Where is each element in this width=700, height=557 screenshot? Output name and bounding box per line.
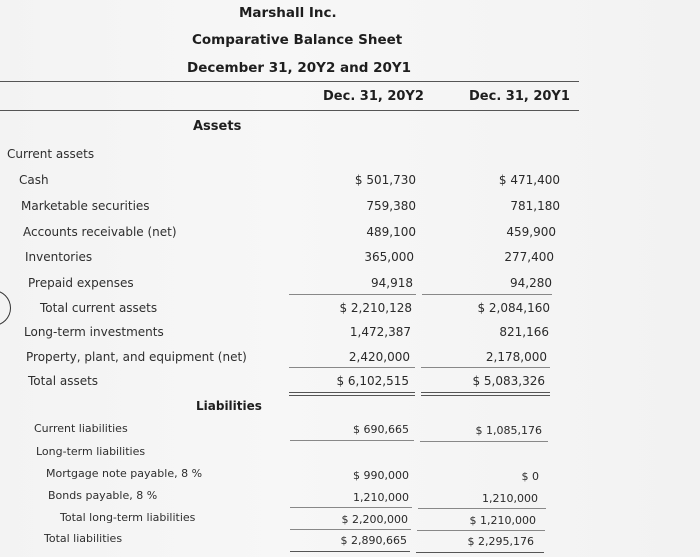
mortgage-note-20y1: $ 0	[521, 470, 539, 483]
marketable-securities-20y2: 759,380	[366, 199, 416, 213]
header-bottom-rule	[0, 110, 579, 111]
row-label-total-long-term-liabilities: Total long-term liabilities	[60, 511, 196, 524]
long-term-subtotal-rule-20y1	[418, 508, 546, 509]
assets-double-rule-b-20y2	[289, 395, 415, 396]
total-long-term-liabilities-20y2: $ 2,200,000	[341, 513, 408, 526]
assets-double-rule-a-20y1	[421, 392, 550, 393]
mortgage-note-20y2: $ 990,000	[353, 469, 409, 482]
current-liabilities-20y1: $ 1,085,176	[475, 424, 542, 437]
assets-double-rule-a-20y2	[289, 392, 415, 393]
inventories-20y1: 277,400	[504, 250, 554, 264]
current-liabilities-rule-20y1	[420, 441, 548, 442]
row-label-total-liabilities: Total liabilities	[44, 532, 123, 545]
long-term-liabilities-label: Long-term liabilities	[36, 445, 146, 458]
current-liabilities-20y2: $ 690,665	[353, 423, 409, 436]
cash-20y1: $ 471,400	[498, 173, 560, 187]
company-name: Marshall Inc.	[239, 5, 337, 21]
long-term-investments-20y2: 1,472,387	[349, 325, 411, 339]
accounts-receivable-20y2: 489,100	[366, 225, 416, 239]
assets-double-rule-b-20y1	[421, 395, 550, 396]
row-label-cash: Cash	[19, 173, 49, 187]
edge-bracket-mark	[0, 290, 11, 326]
ppe-20y1: 2,178,000	[485, 350, 547, 364]
row-label-prepaid-expenses: Prepaid expenses	[28, 276, 134, 290]
liabilities-heading: Liabilities	[196, 399, 262, 413]
accounts-receivable-20y1: 459,900	[506, 225, 556, 239]
assets-total-rule-20y2	[289, 367, 415, 368]
total-current-assets-20y1: $ 2,084,160	[477, 301, 550, 315]
long-term-investments-20y1: 821,166	[499, 325, 549, 339]
prepaid-expenses-20y2: 94,918	[371, 276, 413, 290]
long-term-subtotal-rule-20y2	[290, 507, 412, 508]
row-label-marketable-securities: Marketable securities	[21, 199, 150, 213]
row-label-total-assets: Total assets	[28, 374, 99, 388]
current-liabilities-rule-20y2	[290, 440, 414, 441]
assets-total-rule-20y1	[421, 367, 550, 368]
header-top-rule	[0, 81, 579, 82]
current-assets-label: Current assets	[7, 147, 95, 161]
row-label-inventories: Inventories	[25, 250, 93, 264]
row-label-accounts-receivable: Accounts receivable (net)	[23, 225, 177, 239]
ppe-20y2: 2,420,000	[348, 350, 410, 364]
column-header-20y1: Dec. 31, 20Y1	[469, 89, 570, 104]
cash-20y2: $ 501,730	[354, 173, 416, 187]
total-liabilities-20y1: $ 2,295,176	[467, 535, 534, 548]
bonds-payable-20y2: 1,210,000	[353, 491, 409, 504]
prepaid-expenses-20y1: 94,280	[510, 276, 552, 290]
total-liabilities-bottom-rule-20y2	[290, 551, 410, 552]
subtotal-rule-20y1	[422, 294, 552, 295]
total-liabilities-20y2: $ 2,890,665	[340, 534, 407, 547]
bonds-payable-20y1: 1,210,000	[482, 492, 538, 505]
total-current-assets-20y2: $ 2,210,128	[339, 301, 412, 315]
total-long-term-liabilities-20y1: $ 1,210,000	[469, 514, 536, 527]
row-label-current-liabilities: Current liabilities	[34, 422, 128, 435]
assets-heading: Assets	[193, 119, 242, 134]
statement-date: December 31, 20Y2 and 20Y1	[187, 60, 412, 76]
statement-title: Comparative Balance Sheet	[192, 32, 403, 48]
row-label-bonds-payable: Bonds payable, 8 %	[48, 489, 158, 502]
subtotal-rule-20y2	[289, 294, 416, 295]
total-assets-20y1: $ 5,083,326	[472, 374, 545, 388]
inventories-20y2: 365,000	[364, 250, 414, 264]
total-liabilities-bottom-rule-20y1	[416, 552, 544, 553]
row-label-mortgage-note: Mortgage note payable, 8 %	[46, 467, 203, 480]
row-label-total-current-assets: Total current assets	[40, 301, 158, 315]
total-liabilities-rule-20y2	[290, 529, 411, 530]
row-label-ppe: Property, plant, and equipment (net)	[26, 350, 247, 364]
column-header-20y2: Dec. 31, 20Y2	[323, 89, 424, 104]
marketable-securities-20y1: 781,180	[510, 199, 560, 213]
total-assets-20y2: $ 6,102,515	[336, 374, 409, 388]
row-label-long-term-investments: Long-term investments	[24, 325, 164, 339]
total-liabilities-rule-20y1	[417, 530, 545, 531]
